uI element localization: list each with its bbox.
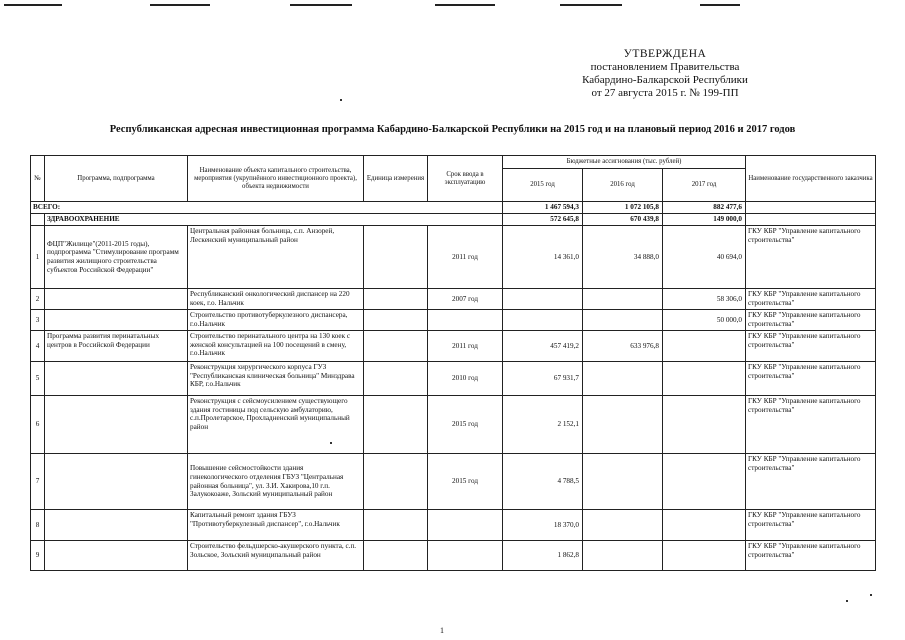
table-row [31, 454, 876, 510]
row-2017 [663, 362, 746, 396]
row-2017: 50 000,0 [663, 310, 746, 331]
row-unit [364, 310, 428, 331]
row-2017 [663, 331, 746, 362]
header-2015: 2015 год [503, 169, 583, 202]
row-program: ФЦП"Жилище"(2011-2015 годы), подпрограмма "Стимулирование программ развития жилищного строительства субъектов Российской Федерации" [45, 226, 188, 289]
row-2015 [503, 310, 583, 331]
scan-speck [870, 594, 872, 596]
row-object: Строительство фельдшерско-акушерского пункта, с.п. Зольское, Зольский муниципальный район [188, 541, 364, 571]
approval-line-3: Кабардино-Балкарской Республики [582, 74, 748, 86]
row-object: Реконструкция с сейсмоусилением существующего здания гостиницы под сельскую амбулаторию, с.п.Пролетарское, Прохладненский муниципальный район [188, 396, 364, 454]
section-2017: 149 000,0 [663, 214, 746, 226]
row-num: 2 [31, 289, 45, 310]
row-2015: 18 370,0 [503, 510, 583, 541]
row-2015: 67 931,7 [503, 362, 583, 396]
page-number: 1 [440, 626, 444, 635]
row-term: 2010 год [428, 362, 503, 396]
row-customer: ГКУ КБР "Управление капитального строительства" [746, 289, 876, 310]
row-num: 4 [31, 331, 45, 362]
row-2016 [583, 541, 663, 571]
row-program [45, 362, 188, 396]
row-object: Строительство перинатального центра на 130 коек с женской консультацией на 100 посещений в смену, г.о.Нальчик [188, 331, 364, 362]
row-customer: ГКУ КБР "Управление капитального строительства" [746, 226, 876, 289]
row-2016 [583, 510, 663, 541]
row-unit [364, 454, 428, 510]
row-2016 [583, 310, 663, 331]
approval-stamp [560, 48, 770, 100]
header-row-1 [31, 156, 876, 169]
total-2016: 1 072 105,8 [583, 202, 663, 214]
row-2017: 40 694,0 [663, 226, 746, 289]
header-num: № [31, 156, 45, 202]
row-unit [364, 541, 428, 571]
row-object: Реконструкция хирургического корпуса ГУЗ "Республиканская клиническая больница" Минздрава КБР, г.о.Нальчик [188, 362, 364, 396]
row-2015 [503, 289, 583, 310]
row-2016 [583, 289, 663, 310]
row-unit [364, 396, 428, 454]
row-object: Повышение сейсмостойкости здания гинекологического отделения ГБУЗ "Центральная районная больница", ул. З.И. Хакирова,10 г.п. Залукокоаже, Зольский муниципальный район [188, 454, 364, 510]
row-2017 [663, 454, 746, 510]
row-2016 [583, 454, 663, 510]
row-num: 7 [31, 454, 45, 510]
header-program: Программа, подпрограмма [45, 156, 188, 202]
row-2015: 14 361,0 [503, 226, 583, 289]
section-customer [746, 214, 876, 226]
row-2017 [663, 510, 746, 541]
row-2016: 633 976,8 [583, 331, 663, 362]
row-term [428, 310, 503, 331]
row-2016 [583, 362, 663, 396]
total-label: ВСЕГО: [31, 202, 503, 214]
row-program: Программа развития перинатальных центров в Российской Федерации [45, 331, 188, 362]
row-program [45, 396, 188, 454]
row-2017 [663, 396, 746, 454]
table-row [31, 396, 876, 454]
table-row [31, 289, 876, 310]
total-customer [746, 202, 876, 214]
row-program [45, 454, 188, 510]
investment-program-table [30, 155, 876, 571]
approval-heading: УТВЕРЖДЕНА [623, 48, 707, 60]
table-row [31, 331, 876, 362]
row-program [45, 289, 188, 310]
row-customer: ГКУ КБР "Управление капитального строительства" [746, 331, 876, 362]
scan-speck [340, 99, 342, 101]
header-term: Срок ввода в эксплуатацию [428, 156, 503, 202]
row-customer: ГКУ КБР "Управление капитального строительства" [746, 541, 876, 571]
row-2015: 457 419,2 [503, 331, 583, 362]
row-2016: 34 888,0 [583, 226, 663, 289]
row-unit [364, 362, 428, 396]
document-title: Республиканская адресная инвестиционная программа Кабардино-Балкарской Республики на 2015 год и на плановый период 2016 и 2017 годов [109, 124, 796, 135]
row-object: Республиканский онкологический диспансер на 220 коек, г.о. Нальчик [188, 289, 364, 310]
table-row [31, 310, 876, 331]
row-num: 1 [31, 226, 45, 289]
section-label: ЗДРАВООХРАНЕНИЕ [45, 214, 503, 226]
scan-speck [846, 600, 848, 602]
row-unit [364, 226, 428, 289]
row-customer: ГКУ КБР "Управление капитального строительства" [746, 396, 876, 454]
row-customer: ГКУ КБР "Управление капитального строительства" [746, 454, 876, 510]
header-customer: Наименование государственного заказчика [746, 156, 876, 202]
row-term: 2007 год [428, 289, 503, 310]
header-2016: 2016 год [583, 169, 663, 202]
header-object: Наименование объекта капитального строительства, мероприятия (укрупнённого инвестиционного проекта), объекта недвижимости [188, 156, 364, 202]
scan-speck [330, 442, 332, 444]
row-2016 [583, 396, 663, 454]
row-2017 [663, 541, 746, 571]
row-num: 3 [31, 310, 45, 331]
row-program [45, 510, 188, 541]
approval-line-4: от 27 августа 2015 г. № 199-ПП [591, 87, 739, 99]
row-2015: 1 862,8 [503, 541, 583, 571]
row-unit [364, 510, 428, 541]
row-object: Строительство противотуберкулезного диспансера, г.о.Нальчик [188, 310, 364, 331]
row-program [45, 541, 188, 571]
row-term [428, 510, 503, 541]
row-unit [364, 289, 428, 310]
row-num: 6 [31, 396, 45, 454]
header-unit: Единица измерения [364, 156, 428, 202]
total-2017: 882 477,6 [663, 202, 746, 214]
total-row [31, 202, 876, 214]
table-row [31, 541, 876, 571]
row-object: Центральная районная больница, с.п. Анзорей, Лескенский муниципальный район [188, 226, 364, 289]
section-row [31, 214, 876, 226]
row-term [428, 541, 503, 571]
table-row [31, 362, 876, 396]
row-term: 2015 год [428, 454, 503, 510]
row-object: Капитальный ремонт здания ГБУЗ "Противотуберкулезный диспансер", г.о.Нальчик [188, 510, 364, 541]
scan-top-marks [0, 0, 905, 12]
row-2015: 4 788,5 [503, 454, 583, 510]
row-customer: ГКУ КБР "Управление капитального строительства" [746, 362, 876, 396]
row-2017: 58 306,0 [663, 289, 746, 310]
row-customer: ГКУ КБР "Управление капитального строительства" [746, 310, 876, 331]
section-2015: 572 645,8 [503, 214, 583, 226]
row-term: 2011 год [428, 226, 503, 289]
row-unit [364, 331, 428, 362]
approval-line-2: постановлением Правительства [590, 61, 740, 73]
row-num: 9 [31, 541, 45, 571]
row-term: 2011 год [428, 331, 503, 362]
section-2016: 670 439,8 [583, 214, 663, 226]
row-num: 8 [31, 510, 45, 541]
header-budget: Бюджетные ассигнования (тыс. рублей) [503, 156, 746, 169]
table-row [31, 510, 876, 541]
section-num [31, 214, 45, 226]
table-row [31, 226, 876, 289]
total-2015: 1 467 594,3 [503, 202, 583, 214]
row-num: 5 [31, 362, 45, 396]
row-2015: 2 152,1 [503, 396, 583, 454]
row-term: 2015 год [428, 396, 503, 454]
header-2017: 2017 год [663, 169, 746, 202]
row-program [45, 310, 188, 331]
row-customer: ГКУ КБР "Управление капитального строительства" [746, 510, 876, 541]
